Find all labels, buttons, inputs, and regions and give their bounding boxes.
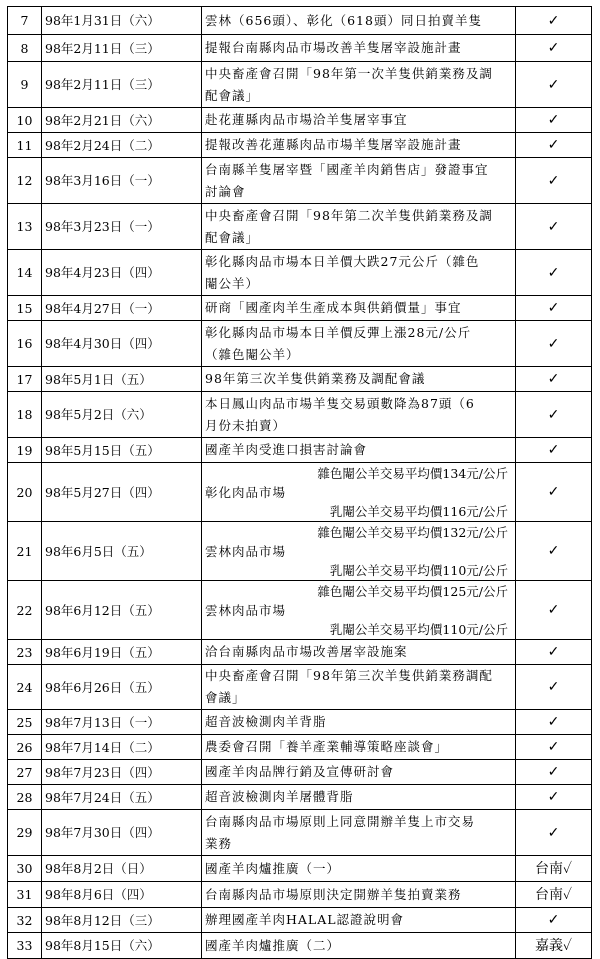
table-row [8, 296, 592, 321]
row-date: 98年5月15日（五） [42, 438, 202, 463]
row-status-check [516, 250, 592, 296]
check-mark-icon: ✓ [547, 300, 560, 316]
row-number: 27 [8, 760, 42, 785]
row-status-check [516, 133, 592, 158]
description-line: 超音波檢測肉羊背脂 [205, 714, 327, 729]
description-line: 彰化縣肉品市場本日羊價大跌27元公斤（雜色 [205, 253, 480, 269]
row-date: 98年6月12日（五） [42, 581, 202, 640]
row-date: 98年8月12日（三） [42, 908, 202, 933]
row-status-check [516, 785, 592, 810]
price-line-mixed-color: 雜色閹公羊交易平均價125元/公斤 [317, 583, 508, 599]
row-number: 11 [8, 133, 42, 158]
row-status-check [516, 392, 592, 438]
price-line-dairy: 乳閹公羊交易平均價116元/公斤 [329, 503, 508, 519]
description-line: 中央畜產會召開「98年第一次羊隻供銷業務及調 [205, 65, 493, 81]
description-line: 提報台南縣肉品市場改善羊隻屠宰設施計畫 [205, 40, 462, 55]
row-description [202, 204, 516, 250]
schedule-table [7, 6, 592, 959]
check-mark-icon: ✓ [547, 764, 560, 780]
row-date: 98年5月2日（六） [42, 392, 202, 438]
row-description [202, 463, 516, 522]
table-row [8, 438, 592, 463]
price-line-dairy: 乳閹公羊交易平均價110元/公斤 [329, 562, 508, 578]
row-description [202, 35, 516, 62]
row-number: 18 [8, 392, 42, 438]
row-description [202, 665, 516, 710]
row-description [202, 7, 516, 35]
row-status-check [516, 640, 592, 665]
row-description [202, 438, 516, 463]
table-row [8, 933, 592, 959]
row-description [202, 133, 516, 158]
row-status-check [516, 463, 592, 522]
description-line: 配會議」 [205, 229, 260, 245]
row-number: 32 [8, 908, 42, 933]
check-mark-icon: ✓ [547, 912, 560, 928]
row-number: 19 [8, 438, 42, 463]
row-date: 98年4月23日（四） [42, 250, 202, 296]
table-row [8, 204, 592, 250]
row-number: 16 [8, 321, 42, 367]
row-status-check [516, 810, 592, 856]
row-date: 98年2月11日（三） [42, 35, 202, 62]
row-status-check [516, 158, 592, 204]
table-row [8, 321, 592, 367]
market-name: 彰化肉品市場 [205, 484, 287, 500]
row-status-check [516, 108, 592, 133]
table-row [8, 158, 592, 204]
description-line: 閹公羊） [205, 275, 260, 291]
description-line: 討論會 [205, 183, 246, 199]
row-number: 8 [8, 35, 42, 62]
check-mark-icon: ✓ [547, 739, 560, 755]
row-number: 28 [8, 785, 42, 810]
row-description [202, 108, 516, 133]
description-line: （雜色閹公羊） [205, 346, 300, 362]
row-description [202, 62, 516, 108]
check-mark-icon: ✓ [547, 76, 560, 93]
table-row [8, 710, 592, 735]
schedule-table-body [8, 7, 592, 959]
row-date: 98年1月31日（六） [42, 7, 202, 35]
description-line: 會議」 [205, 690, 246, 705]
row-description [202, 296, 516, 321]
description-line: 國產羊肉受進口損害討論會 [205, 442, 368, 457]
row-description [202, 250, 516, 296]
description-line: 中央畜產會召開「98年第三次羊隻供銷業務調配 [205, 668, 493, 683]
row-status-check [516, 7, 592, 35]
table-row [8, 108, 592, 133]
check-mark-icon: ✓ [547, 335, 560, 352]
row-description [202, 367, 516, 392]
row-description [202, 158, 516, 204]
price-line-dairy: 乳閹公羊交易平均價110元/公斤 [329, 621, 508, 637]
check-mark-icon: ✓ [547, 137, 560, 153]
row-description [202, 856, 516, 882]
row-number: 31 [8, 882, 42, 908]
row-date: 98年8月15日（六） [42, 933, 202, 959]
check-mark-icon: ✓ [547, 172, 560, 189]
row-description [202, 933, 516, 959]
check-mark-icon: ✓ [547, 484, 560, 500]
row-status-check [516, 204, 592, 250]
row-number: 14 [8, 250, 42, 296]
row-status-check [516, 35, 592, 62]
row-status-check [516, 735, 592, 760]
description-line: 赴花蓮縣肉品市場洽羊隻屠宰事宜 [205, 112, 408, 127]
row-number: 20 [8, 463, 42, 522]
check-mark-icon: ✓ [547, 789, 560, 805]
row-date: 98年7月13日（一） [42, 710, 202, 735]
row-date: 98年6月19日（五） [42, 640, 202, 665]
table-row [8, 882, 592, 908]
check-mark-icon: ✓ [547, 824, 560, 841]
check-mark-icon: ✓ [547, 112, 560, 128]
description-line: 台南縣羊隻屠宰暨「國產羊肉銷售店」發證事宜 [205, 161, 489, 177]
row-number: 17 [8, 367, 42, 392]
row-status-check [516, 321, 592, 367]
row-number: 24 [8, 665, 42, 710]
row-description [202, 760, 516, 785]
description-line: 國產羊肉爐推廣（一） [205, 860, 341, 876]
row-number: 25 [8, 710, 42, 735]
row-number: 21 [8, 522, 42, 581]
row-date: 98年2月24日（二） [42, 133, 202, 158]
table-row [8, 35, 592, 62]
check-mark-icon: ✓ [547, 602, 560, 618]
description-line: 洽台南縣肉品市場改善屠宰設施案 [205, 644, 408, 659]
description-line: 中央畜產會召開「98年第二次羊隻供銷業務及調 [205, 207, 493, 223]
check-mark-icon: ✓ [547, 406, 560, 423]
row-date: 98年6月5日（五） [42, 522, 202, 581]
table-row [8, 463, 592, 522]
description-line: 業務 [205, 835, 233, 851]
description-line: 農委會召開「養羊產業輔導策略座談會」 [205, 739, 449, 754]
row-status-check [516, 665, 592, 710]
row-status-check [516, 710, 592, 735]
row-status-check [516, 856, 592, 882]
row-description [202, 522, 516, 581]
row-number: 30 [8, 856, 42, 882]
row-number: 29 [8, 810, 42, 856]
row-number: 12 [8, 158, 42, 204]
row-date: 98年7月30日（四） [42, 810, 202, 856]
row-status-check [516, 438, 592, 463]
row-status-check [516, 62, 592, 108]
row-description [202, 908, 516, 933]
check-mark-icon: 台南✓ [534, 886, 573, 903]
check-mark-icon: ✓ [547, 12, 560, 29]
row-date: 98年3月23日（一） [42, 204, 202, 250]
description-line: 彰化縣肉品市場本日羊價反彈上漲28元/公斤 [205, 324, 472, 340]
description-line: 研商「國產肉羊生產成本與供銷價量」事宜 [205, 300, 462, 315]
row-status-check [516, 522, 592, 581]
schedule-table-container [7, 6, 591, 959]
row-date: 98年7月14日（二） [42, 735, 202, 760]
description-line: 台南縣肉品市場原則上同意開辦羊隻上市交易 [205, 813, 476, 829]
row-number: 33 [8, 933, 42, 959]
description-line: 本日鳳山肉品市場羊隻交易頭數降為87頭（6 [205, 395, 475, 411]
table-row [8, 810, 592, 856]
row-description [202, 735, 516, 760]
table-row [8, 735, 592, 760]
row-number: 13 [8, 204, 42, 250]
description-line: 國產羊肉品牌行銷及宣傳研討會 [205, 764, 395, 779]
row-status-check [516, 581, 592, 640]
check-mark-icon: ✓ [547, 218, 560, 235]
check-mark-icon: ✓ [547, 264, 560, 281]
table-row [8, 665, 592, 710]
table-row [8, 62, 592, 108]
description-line: 配會議」 [205, 87, 260, 103]
row-status-check [516, 760, 592, 785]
row-description [202, 882, 516, 908]
description-line: 台南縣肉品市場原則決定開辦羊隻拍賣業務 [205, 886, 462, 902]
row-number: 22 [8, 581, 42, 640]
table-row [8, 522, 592, 581]
row-date: 98年2月21日（六） [42, 108, 202, 133]
market-name: 雲林肉品市場 [205, 602, 287, 618]
row-date: 98年8月2日（日） [42, 856, 202, 882]
check-mark-icon: ✓ [547, 543, 560, 559]
row-status-check [516, 367, 592, 392]
row-number: 9 [8, 62, 42, 108]
table-row [8, 640, 592, 665]
check-mark-icon: ✓ [547, 679, 560, 695]
table-row [8, 133, 592, 158]
description-line: 98年第三次羊隻供銷業務及調配會議 [205, 371, 426, 386]
table-row [8, 785, 592, 810]
description-line: 提報改善花蓮縣肉品市場羊隻屠宰設施計畫 [205, 137, 462, 152]
description-line: 超音波檢測肉羊屠體背脂 [205, 789, 354, 804]
description-line: 月份未拍賣） [205, 417, 287, 433]
row-description [202, 710, 516, 735]
row-number: 26 [8, 735, 42, 760]
check-mark-icon: ✓ [547, 714, 560, 730]
row-date: 98年5月1日（五） [42, 367, 202, 392]
row-description [202, 321, 516, 367]
row-description [202, 785, 516, 810]
table-row [8, 7, 592, 35]
check-mark-icon: ✓ [547, 40, 560, 56]
market-name: 雲林肉品市場 [205, 543, 287, 559]
description-line: 國產羊肉爐推廣（二） [205, 937, 341, 953]
table-row [8, 760, 592, 785]
row-date: 98年4月30日（四） [42, 321, 202, 367]
check-mark-icon: 嘉義✓ [534, 937, 573, 954]
row-description [202, 581, 516, 640]
price-line-mixed-color: 雜色閹公羊交易平均價134元/公斤 [317, 465, 508, 481]
row-date: 98年7月24日（五） [42, 785, 202, 810]
table-row [8, 392, 592, 438]
table-row [8, 367, 592, 392]
row-status-check [516, 933, 592, 959]
check-mark-icon: ✓ [547, 371, 560, 387]
table-row [8, 581, 592, 640]
row-status-check [516, 908, 592, 933]
description-line: 辦理國產羊肉HALAL認證說明會 [205, 912, 405, 927]
row-date: 98年4月27日（一） [42, 296, 202, 321]
price-line-mixed-color: 雜色閹公羊交易平均價132元/公斤 [317, 524, 508, 540]
check-mark-icon: 台南✓ [534, 860, 573, 877]
table-row [8, 908, 592, 933]
row-status-check [516, 296, 592, 321]
check-mark-icon: ✓ [547, 442, 560, 458]
row-date: 98年8月6日（四） [42, 882, 202, 908]
row-description [202, 640, 516, 665]
table-row [8, 250, 592, 296]
row-date: 98年7月23日（四） [42, 760, 202, 785]
row-number: 15 [8, 296, 42, 321]
row-number: 23 [8, 640, 42, 665]
row-number: 10 [8, 108, 42, 133]
row-description [202, 810, 516, 856]
row-status-check [516, 882, 592, 908]
row-number: 7 [8, 7, 42, 35]
row-date: 98年3月16日（一） [42, 158, 202, 204]
row-description [202, 392, 516, 438]
table-row [8, 856, 592, 882]
check-mark-icon: ✓ [547, 644, 560, 660]
row-date: 98年2月11日（三） [42, 62, 202, 108]
row-date: 98年5月27日（四） [42, 463, 202, 522]
row-date: 98年6月26日（五） [42, 665, 202, 710]
description-line: 雲林（656頭）、彰化（618頭）同日拍賣羊隻 [205, 12, 482, 28]
